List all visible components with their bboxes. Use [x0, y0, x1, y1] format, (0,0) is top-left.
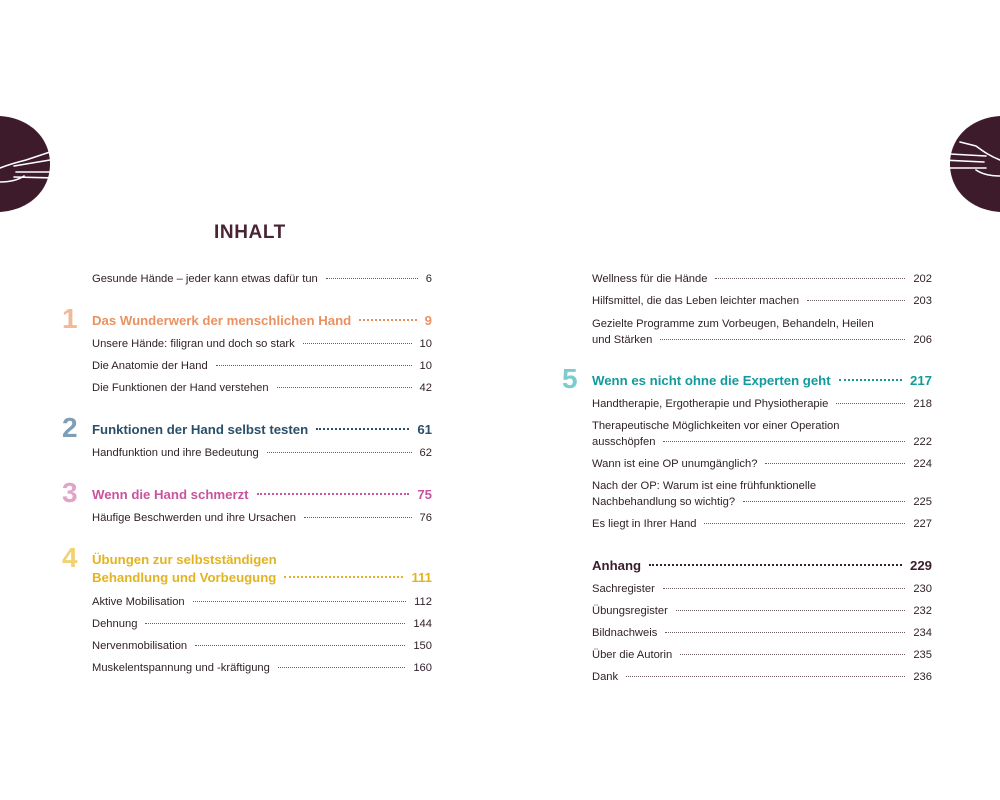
toc-entry-title-line2: Nachbehandlung so wichtig? [592, 495, 736, 508]
dot-leader [216, 365, 412, 366]
dot-leader [704, 523, 905, 524]
chapter-page: 61 [417, 422, 432, 437]
toc-entry-page: 225 [913, 495, 932, 508]
dot-leader [193, 601, 407, 602]
toc-entry[interactable] [592, 419, 932, 450]
toc-entry[interactable] [92, 337, 432, 353]
dot-leader [267, 452, 412, 453]
toc-entry-title: Die Anatomie der Hand [92, 360, 208, 372]
toc-entry[interactable] [592, 479, 932, 510]
chapter-title-line1: Übungen zur selbstständigen [92, 552, 277, 567]
toc-entry[interactable] [592, 604, 932, 620]
dot-leader [316, 428, 409, 430]
dot-leader [663, 441, 905, 442]
dot-leader [676, 610, 905, 611]
toc-entry-page: 232 [913, 605, 932, 617]
dot-leader [303, 343, 412, 344]
toc-entry-title: Die Funktionen der Hand verstehen [92, 382, 269, 394]
chapter-page: 111 [411, 570, 432, 585]
chapter-title: Funktionen der Hand selbst testen [92, 422, 309, 437]
chapter-4-heading[interactable] [62, 542, 432, 587]
dot-leader [715, 278, 905, 279]
toc-entry[interactable] [592, 317, 932, 348]
toc-entry[interactable] [592, 457, 932, 473]
toc-entry[interactable] [92, 617, 432, 633]
dot-leader [257, 493, 410, 495]
toc-entry-page: 150 [413, 640, 432, 652]
toc-entry[interactable] [92, 359, 432, 375]
dot-leader [663, 588, 906, 589]
toc-entry-page: 112 [414, 596, 432, 608]
dot-leader [649, 564, 902, 566]
dot-leader [326, 278, 418, 279]
toc-entry-page: 203 [913, 295, 932, 307]
dot-leader [807, 300, 905, 301]
toc-entry[interactable] [592, 582, 932, 598]
toc-entry-title-line1: Therapeutische Möglichkeiten vor einer Operation [592, 420, 840, 432]
toc-entry-title: Nervenmobilisation [92, 640, 188, 652]
page-title: INHALT [214, 222, 286, 243]
toc-entry-title: Handfunktion und ihre Bedeutung [92, 447, 259, 459]
hand-illustration-right-icon [946, 116, 1000, 212]
toc-entry-page: 6 [425, 273, 432, 285]
toc-entry-page: 42 [419, 382, 432, 394]
chapter-title: Wenn es nicht ohne die Experten geht [592, 373, 831, 388]
toc-entry-title-line1: Nach der OP: Warum ist eine frühfunktionelle [592, 480, 817, 492]
dot-leader [665, 632, 905, 633]
appendix-title: Anhang [592, 558, 642, 573]
chapter-title: Das Wunderwerk der menschlichen Hand [92, 313, 352, 328]
toc-entry[interactable] [592, 648, 932, 664]
toc-entry-title: Über die Autorin [592, 649, 673, 661]
toc-entry-page: 222 [913, 435, 932, 448]
toc-entry-title: Muskelentspannung und -kräftigung [92, 662, 270, 674]
toc-entry-title: Übungsregister [592, 605, 668, 617]
toc-entry-page: 236 [913, 671, 932, 683]
chapter-5-heading[interactable] [562, 363, 932, 394]
chapter-number: 2 [62, 412, 78, 443]
toc-entry-title: Sachregister [592, 583, 655, 595]
toc-entry-page: 224 [913, 458, 932, 470]
dot-leader [359, 319, 416, 321]
dot-leader [626, 676, 905, 677]
toc-entry-intro[interactable] [92, 272, 432, 288]
toc-entry[interactable] [92, 661, 432, 677]
toc-entry-title: Handtherapie, Ergotherapie und Physiotherapie [592, 398, 829, 410]
toc-entry-page: 10 [419, 338, 432, 350]
toc-entry-page: 206 [913, 333, 932, 346]
toc-entry-title: Es liegt in Ihrer Hand [592, 518, 697, 530]
chapter-2-heading[interactable] [62, 412, 432, 443]
chapter-page: 217 [909, 373, 932, 388]
toc-entry[interactable] [92, 595, 432, 611]
chapter-number: 4 [62, 542, 78, 573]
toc-entry-page: 10 [419, 360, 432, 372]
dot-leader [836, 403, 905, 404]
toc-entry[interactable] [92, 639, 432, 655]
hand-illustration-left-icon [0, 116, 54, 212]
toc-entry-page: 234 [913, 627, 932, 639]
toc-entry[interactable] [592, 670, 932, 686]
toc-entry-title: Wellness für die Hände [592, 273, 708, 285]
chapter-1-heading[interactable] [62, 303, 432, 334]
chapter-title: Wenn die Hand schmerzt [92, 487, 249, 502]
dot-leader [145, 623, 405, 624]
chapter-number: 3 [62, 477, 78, 508]
toc-entry-page: 227 [913, 518, 932, 530]
dot-leader [284, 576, 403, 578]
toc-entry[interactable] [92, 381, 432, 397]
toc-entry-title: Dehnung [92, 618, 138, 630]
toc-entry-title: Unsere Hände: filigran und doch so stark [92, 338, 295, 350]
toc-entry[interactable] [592, 294, 932, 310]
toc-entry-title-line1: Gezielte Programme zum Vorbeugen, Behandeln, Heilen [592, 318, 874, 330]
dot-leader [660, 339, 905, 340]
dot-leader [765, 463, 905, 464]
dot-leader [277, 387, 412, 388]
toc-entry-page: 76 [419, 512, 432, 524]
chapter-3-heading[interactable] [62, 477, 432, 508]
toc-entry-title: Gesunde Hände – jeder kann etwas dafür tun [92, 273, 318, 285]
chapter-number: 5 [562, 363, 578, 394]
toc-entry-page: 160 [413, 662, 432, 674]
chapter-page: 75 [417, 487, 432, 502]
appendix-heading[interactable] [592, 557, 932, 575]
dot-leader [680, 654, 905, 655]
toc-entry-page: 62 [419, 447, 432, 459]
chapter-title-line2: Behandlung und Vorbeugung [92, 570, 277, 585]
toc-entry[interactable] [92, 446, 432, 462]
toc-entry-page: 235 [913, 649, 932, 661]
toc-entry-title-line2: ausschöpfen [592, 435, 656, 448]
toc-entry-title: Aktive Mobilisation [92, 596, 185, 608]
toc-entry-page: 144 [413, 618, 432, 630]
toc-entry-title: Häufige Beschwerden und ihre Ursachen [92, 512, 296, 524]
toc-entry[interactable] [592, 626, 932, 642]
toc-entry-title: Wann ist eine OP unumgänglich? [592, 458, 758, 470]
toc-entry[interactable] [592, 397, 932, 413]
toc-entry-page: 230 [913, 583, 932, 595]
toc-entry[interactable] [92, 511, 432, 527]
toc-entry-title: Dank [592, 671, 619, 683]
dot-leader [195, 645, 405, 646]
toc-entry-page: 202 [913, 273, 932, 285]
toc-entry-title-line2: und Stärken [592, 333, 653, 346]
toc-entry[interactable] [592, 272, 932, 288]
appendix-page: 229 [909, 558, 932, 573]
dot-leader [839, 379, 902, 381]
chapter-page: 9 [424, 313, 432, 328]
toc-entry[interactable] [592, 517, 932, 533]
toc-entry-page: 218 [913, 398, 932, 410]
toc-entry-title: Hilfsmittel, die das Leben leichter machen [592, 295, 800, 307]
chapter-number: 1 [62, 303, 78, 334]
dot-leader [304, 517, 412, 518]
dot-leader [743, 501, 905, 502]
dot-leader [278, 667, 405, 668]
toc-entry-title: Bildnachweis [592, 627, 658, 639]
